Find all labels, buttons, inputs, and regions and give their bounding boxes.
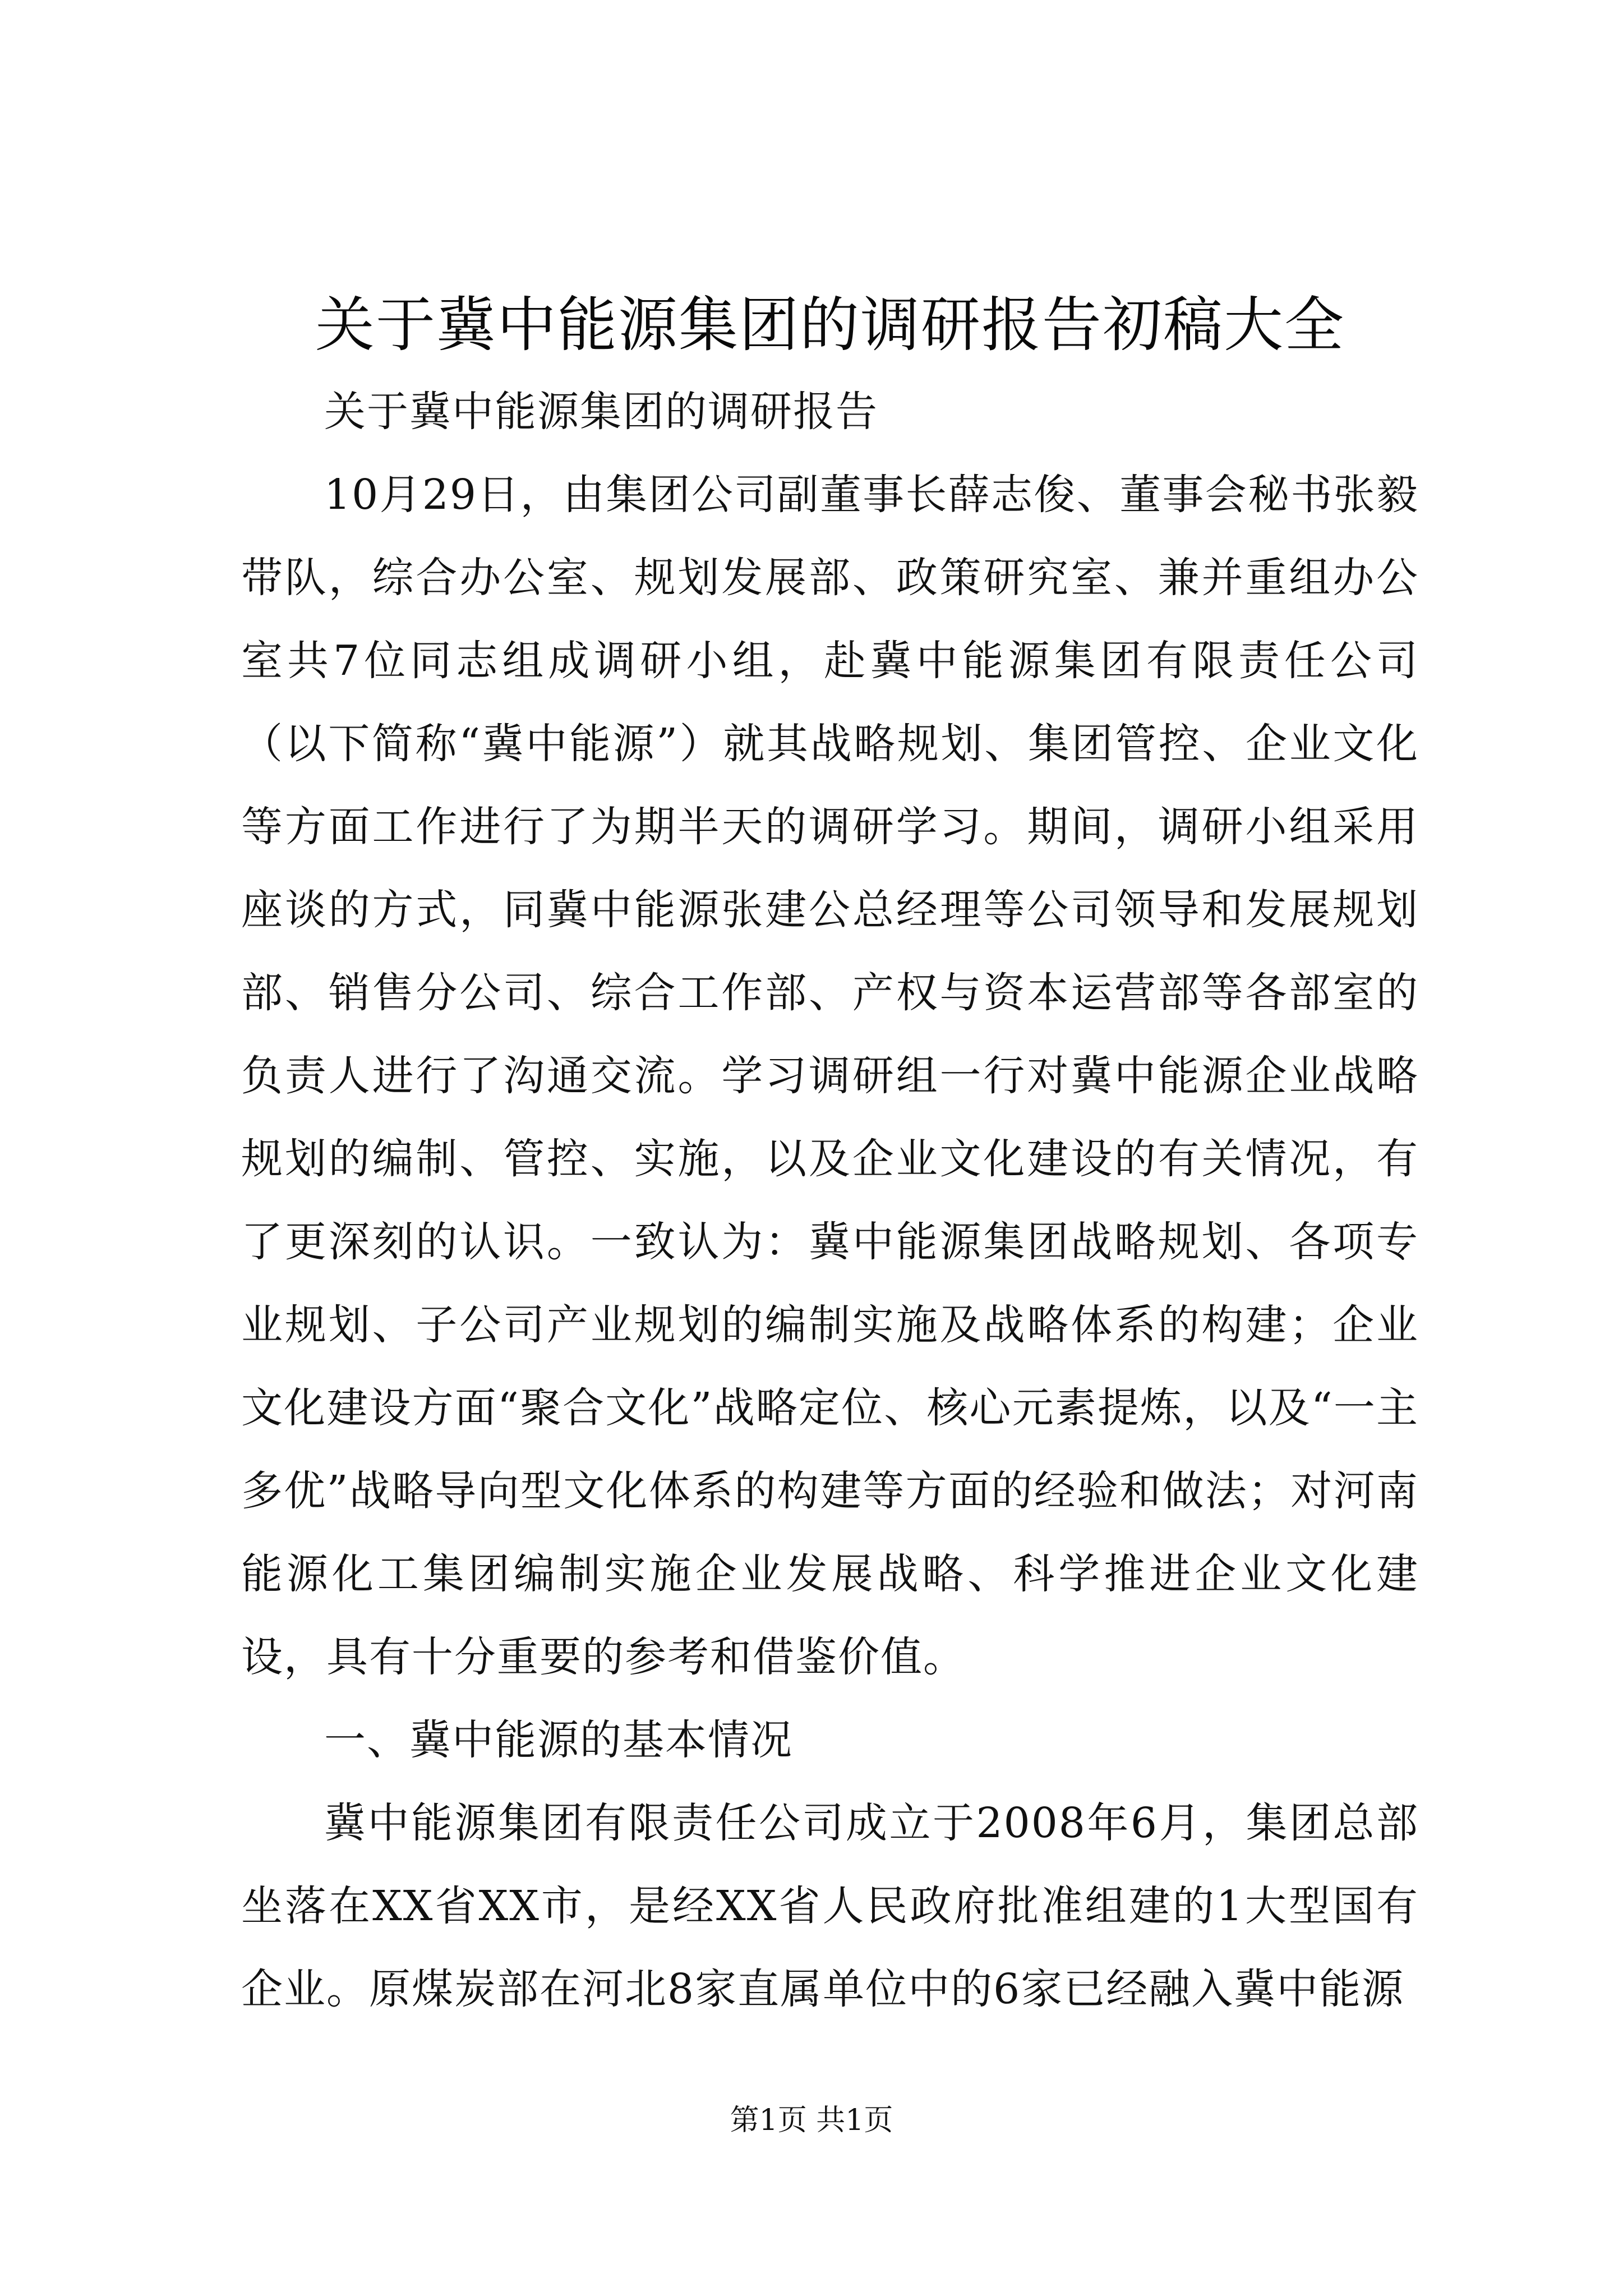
document-title: 关于冀中能源集团的调研报告初稿大全 xyxy=(315,291,1345,360)
intro-paragraph: 10月29日，由集团公司副董事长薛志俊、董事会秘书张毅带队，综合办公室、规划发展部、政策研究室、兼并重组办公室共7位同志组成调研小组，赴冀中能源集团有限责任公司（以下简称“冀中能源”）就其战略规划、集团管控、企业文化等方面工作进行了为期半天的调研学习。期间，调研小组采用座谈的方式，同冀中能源张建公总经理等公司领导和发展规划部、销售分公司、综合工作部、产权与资本运营部等各部室的负责人进行了沟通交流。学习调研组一行对冀中能源企业战略规划的编制、管控、实施，以及企业文化建设的有关情况，有了更深刻的认识。一致认为：冀中能源集团战略规划、各项专业规划、子公司产业规划的编制实施及战略体系的构建；企业文化建设方面“聚合文化”战略定位、核心元素提炼，以及“一主多优”战略导向型文化体系的构建等方面的经验和做法；对河南能源化工集团编制实施企业发展战略、科学推进企业文化建设，具有十分重要的参考和借鉴价值。 xyxy=(241,471,1419,1681)
section-paragraph: 冀中能源集团有限责任公司成立于2008年6月，集团总部坐落在XX省XX市，是经XX省人民政府批准组建的1大型国有企业。原煤炭部在河北8家直属单位中的6家已经融入冀中能源 xyxy=(241,1799,1419,2013)
page-footer: 第1页 共1页 xyxy=(730,2104,893,2137)
document-body xyxy=(241,280,1419,2031)
document-subtitle: 关于冀中能源集团的调研报告 xyxy=(324,388,878,436)
section-heading: 一、冀中能源的基本情况 xyxy=(324,1716,793,1764)
